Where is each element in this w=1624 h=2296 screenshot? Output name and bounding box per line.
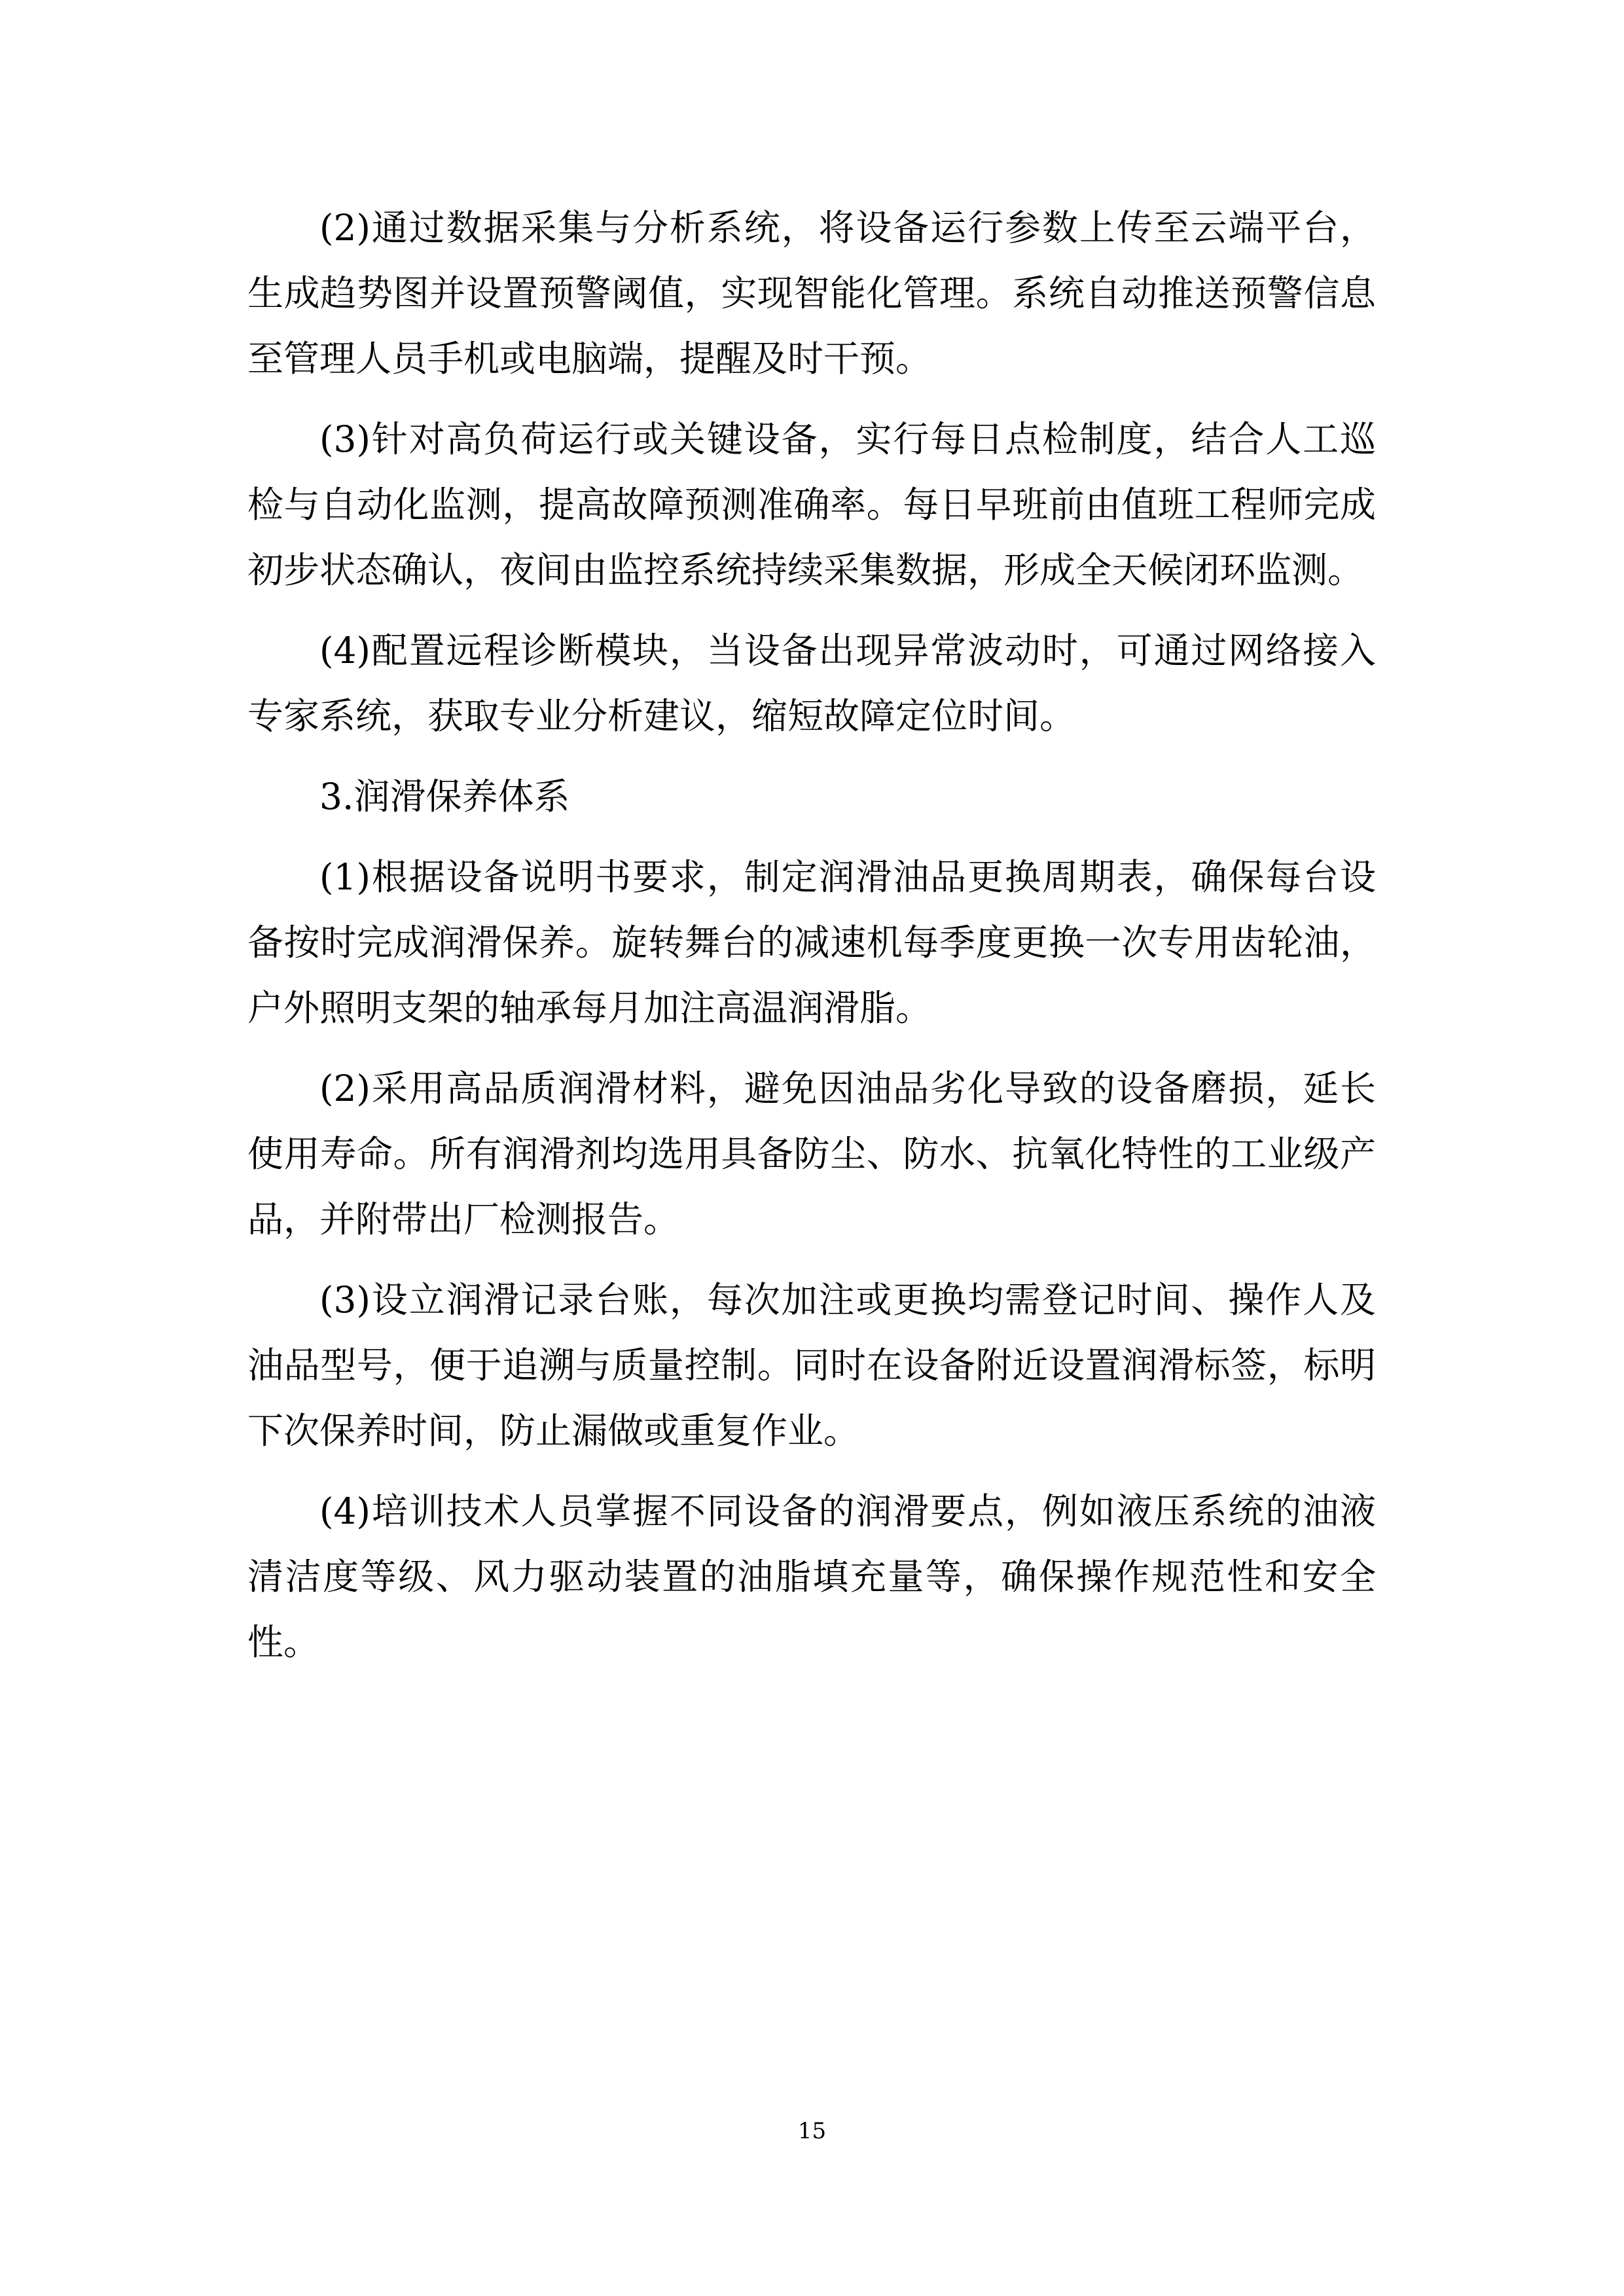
paragraph-monitoring-3: (3)针对高负荷运行或关键设备，实行每日点检制度，结合人工巡检与自动化监测，提高故障预测准确率。每日早班前由值班工程师完成初步状态确认，夜间由监控系统持续采集数据，形成全天候闭环监测。 — [247, 418, 1376, 591]
page-body — [247, 195, 1376, 1690]
paragraph-lubrication-4: (4)培训技术人员掌握不同设备的润滑要点，例如液压系统的油液清洁度等级、风力驱动装置的油脂填充量等，确保操作规范性和安全性。 — [247, 1490, 1376, 1663]
paragraph-monitoring-4: (4)配置远程诊断模块，当设备出现异常波动时，可通过网络接入专家系统，获取专业分析建议，缩短故障定位时间。 — [247, 630, 1376, 737]
paragraph-monitoring-2: (2)通过数据采集与分析系统，将设备运行参数上传至云端平台，生成趋势图并设置预警阈值，实现智能化管理。系统自动推送预警信息至管理人员手机或电脑端，提醒及时干预。 — [247, 207, 1376, 380]
paragraph-lubrication-2: (2)采用高品质润滑材料，避免因油品劣化导致的设备磨损，延长使用寿命。所有润滑剂均选用具备防尘、防水、抗氧化特性的工业级产品，并附带出厂检测报告。 — [247, 1067, 1376, 1240]
page-number: 15 — [797, 2118, 827, 2144]
paragraph-lubrication-3: (3)设立润滑记录台账，每次加注或更换均需登记时间、操作人及油品型号，便于追溯与质量控制。同时在设备附近设置润滑标签，标明下次保养时间，防止漏做或重复作业。 — [247, 1279, 1376, 1452]
section-heading-lubrication: 3.润滑保养体系 — [319, 776, 570, 817]
paragraph-lubrication-1: (1)根据设备说明书要求，制定润滑油品更换周期表，确保每台设备按时完成润滑保养。旋转舞台的减速机每季度更换一次专用齿轮油，户外照明支架的轴承每月加注高温润滑脂。 — [247, 856, 1376, 1029]
